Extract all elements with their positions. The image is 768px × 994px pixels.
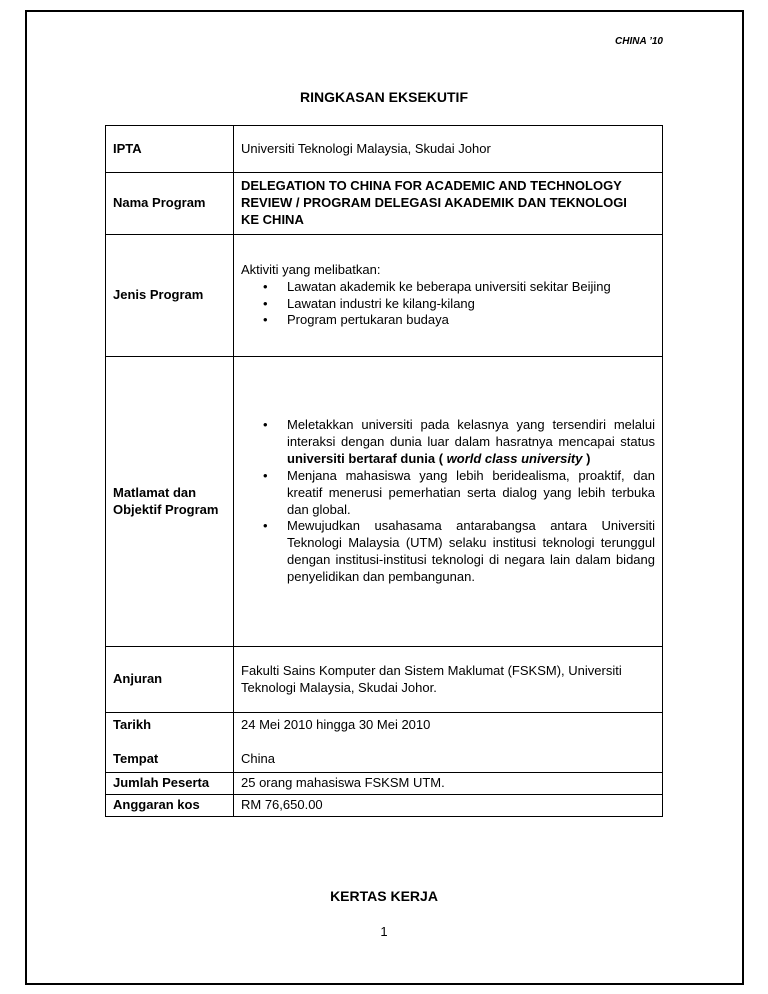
list-item	[263, 518, 655, 586]
row-label-matlamat: Matlamat dan Objektif Program	[106, 357, 234, 647]
row-value-matlamat	[234, 357, 663, 647]
list-item	[263, 296, 655, 313]
bullet-icon: •	[263, 312, 268, 328]
matlamat-item1-bold-italic: world class university	[446, 450, 583, 466]
list-item	[263, 417, 655, 468]
bullet-icon: •	[263, 518, 268, 534]
bullet-icon: •	[263, 278, 268, 294]
table-row-matlamat	[106, 357, 663, 647]
list-item	[263, 279, 655, 296]
row-label-jumlah-peserta: Jumlah Peserta	[106, 772, 234, 794]
footer-title: KERTAS KERJA	[330, 888, 438, 904]
table-row-jumlah-peserta	[106, 772, 663, 794]
table-row-ipta	[106, 126, 663, 173]
table-row-tarikh-tempat	[106, 713, 663, 773]
matlamat-item1-pre: Meletakkan universiti pada kelasnya yang tersendiri melalui interaksi dengan dunia luar dalam hasratnya mencapai status	[287, 417, 655, 449]
list-item-text: Lawatan industri ke kilang-kilang	[287, 295, 475, 311]
list-item-text: Menjana mahasiswa yang lebih beridealisma, proaktif, dan kreatif menerusi pemerhatian serta dialog yang lebih terbuka dan global.	[287, 467, 655, 517]
tarikh-label: Tarikh	[113, 717, 152, 732]
table-row-jenis-program	[106, 235, 663, 357]
row-value-jumlah-peserta: 25 orang mahasiswa FSKSM UTM.	[234, 772, 663, 794]
jenis-program-intro: Aktiviti yang melibatkan:	[241, 261, 381, 277]
bullet-icon: •	[263, 467, 268, 483]
row-label-ipta: IPTA	[106, 126, 234, 173]
page-number: 1	[380, 924, 388, 939]
row-label-tarikh-tempat	[106, 713, 234, 773]
row-value-tarikh-tempat	[234, 713, 663, 773]
row-label-anggaran-kos: Anggaran kos	[106, 794, 234, 816]
matlamat-item1-bold-end: )	[582, 450, 591, 466]
bullet-icon: •	[263, 295, 268, 311]
executive-summary-table	[105, 125, 663, 817]
header-tag: CHINA ’10	[615, 36, 663, 47]
matlamat-list	[263, 417, 655, 586]
bullet-icon: •	[263, 417, 268, 433]
row-value-anjuran: Fakulti Sains Komputer dan Sistem Maklumat (FSKSM), Universiti Teknologi Malaysia, Skudai Johor.	[234, 647, 663, 713]
row-value-anggaran-kos: RM 76,650.00	[234, 794, 663, 816]
row-label-jenis-program: Jenis Program	[106, 235, 234, 357]
nama-program-text: DELEGATION TO CHINA FOR ACADEMIC AND TECHNOLOGY REVIEW / PROGRAM DELEGASI AKADEMIK DAN TEKNOLOGI KE CHINA	[241, 178, 627, 227]
list-item-text	[287, 417, 655, 466]
jenis-program-list	[263, 279, 655, 330]
matlamat-item1-bold: universiti bertaraf dunia (	[287, 450, 447, 466]
row-value-nama-program	[234, 173, 663, 235]
table-row-anggaran-kos	[106, 794, 663, 816]
row-label-nama-program: Nama Program	[106, 173, 234, 235]
document-title: RINGKASAN EKSEKUTIF	[299, 89, 468, 105]
list-item-text: Lawatan akademik ke beberapa universiti sekitar Beijing	[287, 278, 611, 294]
list-item-text: Mewujudkan usahasama antarabangsa antara Universiti Teknologi Malaysia (UTM) selaku institusi teknologi terunggul dengan institusi-institusi teknologi di negara lain dalam bidang penyelidikan dan pembangunan.	[287, 518, 655, 585]
row-value-jenis-program	[234, 235, 663, 357]
tempat-value: China	[241, 750, 275, 766]
tarikh-value: 24 Mei 2010 hingga 30 Mei 2010	[241, 717, 431, 732]
list-item	[263, 468, 655, 519]
table-row-nama-program	[106, 173, 663, 235]
table-row-anjuran	[106, 647, 663, 713]
row-value-ipta: Universiti Teknologi Malaysia, Skudai Johor	[234, 126, 663, 173]
tempat-label: Tempat	[113, 750, 159, 766]
list-item-text: Program pertukaran budaya	[287, 312, 449, 328]
list-item	[263, 312, 655, 329]
row-label-anjuran: Anjuran	[106, 647, 234, 713]
